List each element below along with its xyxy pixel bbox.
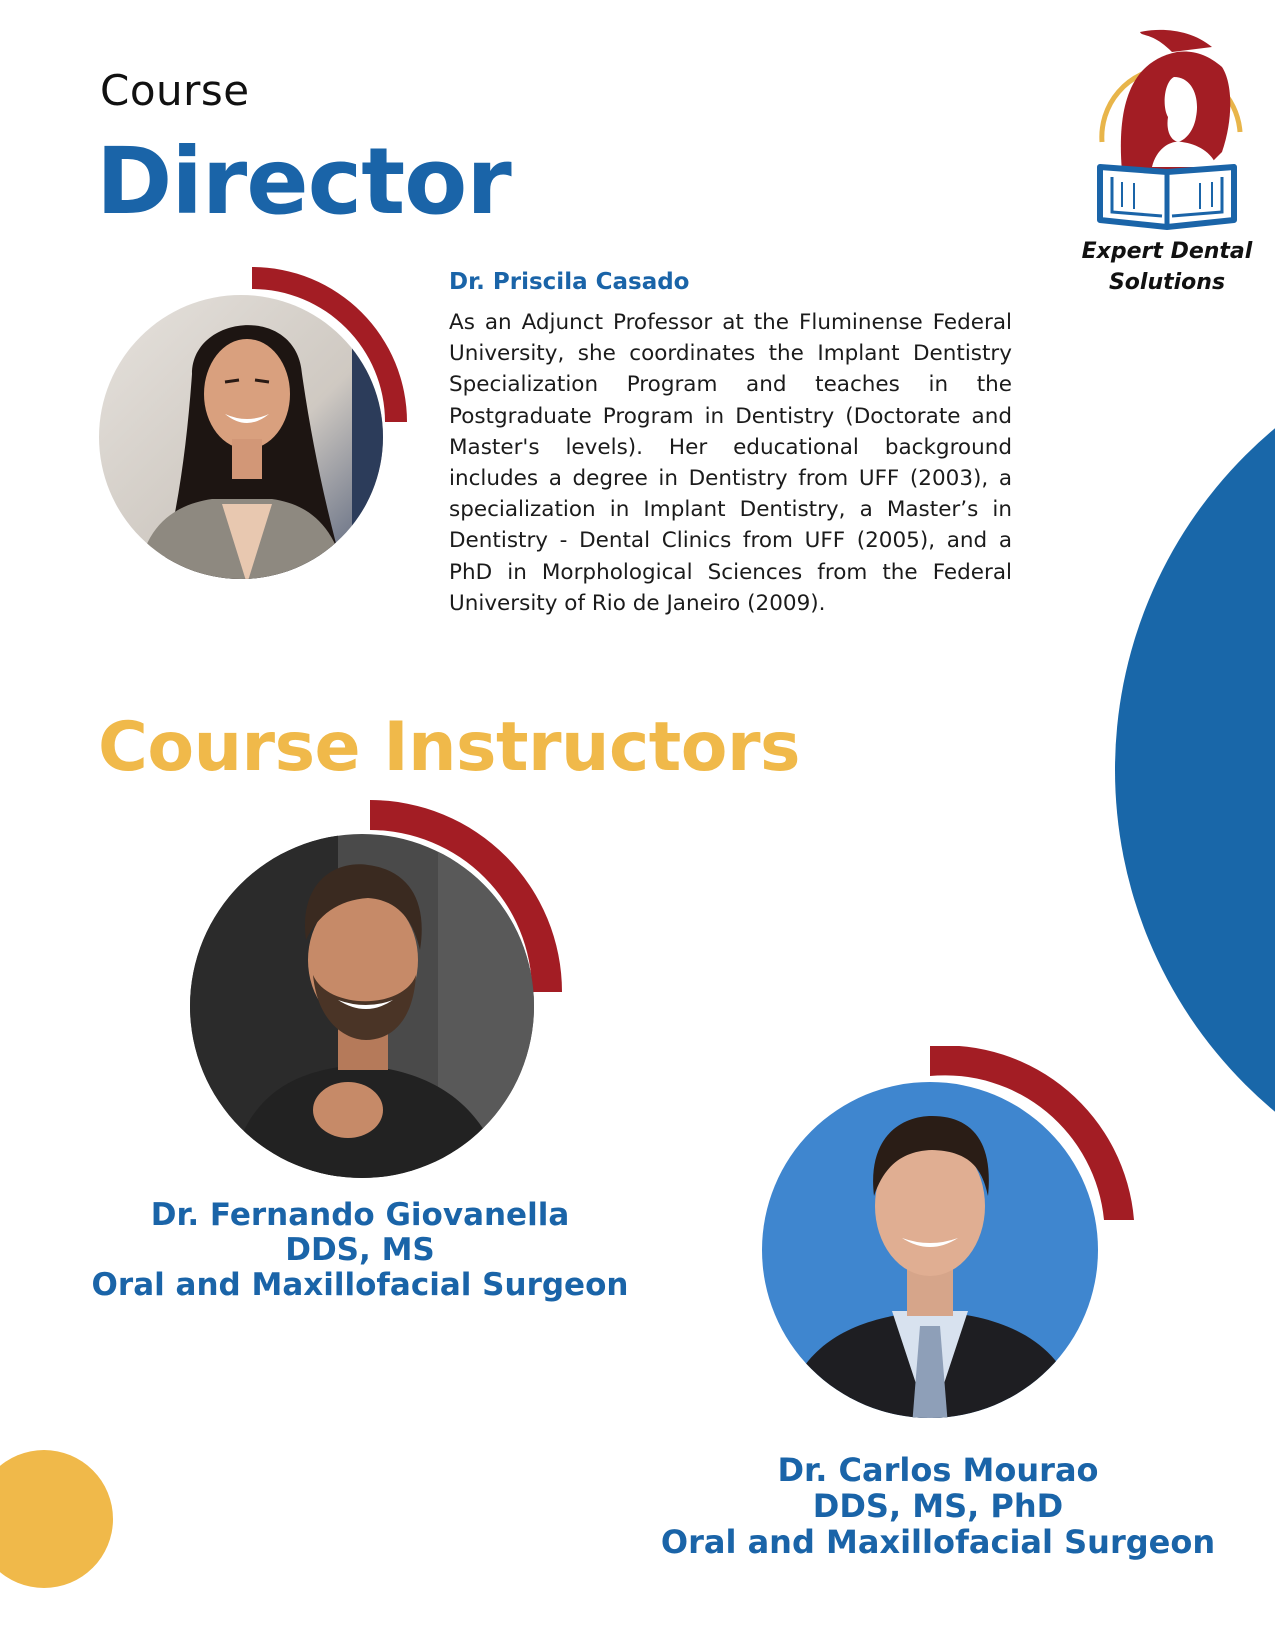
instructor-specialty: Oral and Maxillofacial Surgeon [660,1523,1216,1561]
instructor-caption-carlos [628,1452,1248,1560]
instructor-portrait-fernando [188,800,588,1180]
instructor-degrees: DDS, MS [285,1232,435,1268]
instructor-degrees: DDS, MS, PhD [812,1487,1064,1525]
course-label: Course [100,66,250,115]
instructor-portrait-carlos [762,1046,1142,1426]
director-bio: As an Adjunct Professor at the Fluminense Federal University, she coordinates the Implant Dentistry Specialization Program and teaches in the Postgraduate Program in Dentistry (Doctorate and Master's levels). Her educational background includes a degree in Dentistry from UFF (2003), a specialization in Implant Dentistry, a Master’s in Dentistry - Dental Clinics from UFF (2005), and a PhD in Morphological Sciences from the Federal University of Rio de Janeiro (2009). [449,310,1012,616]
instructor-caption-fernando [60,1198,660,1303]
expert-dental-solutions-logo [1081,22,1253,295]
director-title: Director [96,128,511,235]
instructor-name: Dr. Carlos Mourao [777,1451,1099,1489]
course-instructors-title: Course Instructors [98,708,801,787]
instructor-name: Dr. Fernando Giovanella [150,1197,570,1233]
logo-text-line1: Expert Dental [1081,239,1253,264]
logo-text-line2: Solutions [1108,270,1226,295]
warrior-head-book-logo-icon [1082,22,1252,237]
director-name: Dr. Priscila Casado [449,269,690,295]
instructor-specialty: Oral and Maxillofacial Surgeon [91,1267,629,1303]
decorative-yellow-circle [0,1450,113,1588]
director-portrait [97,264,417,584]
